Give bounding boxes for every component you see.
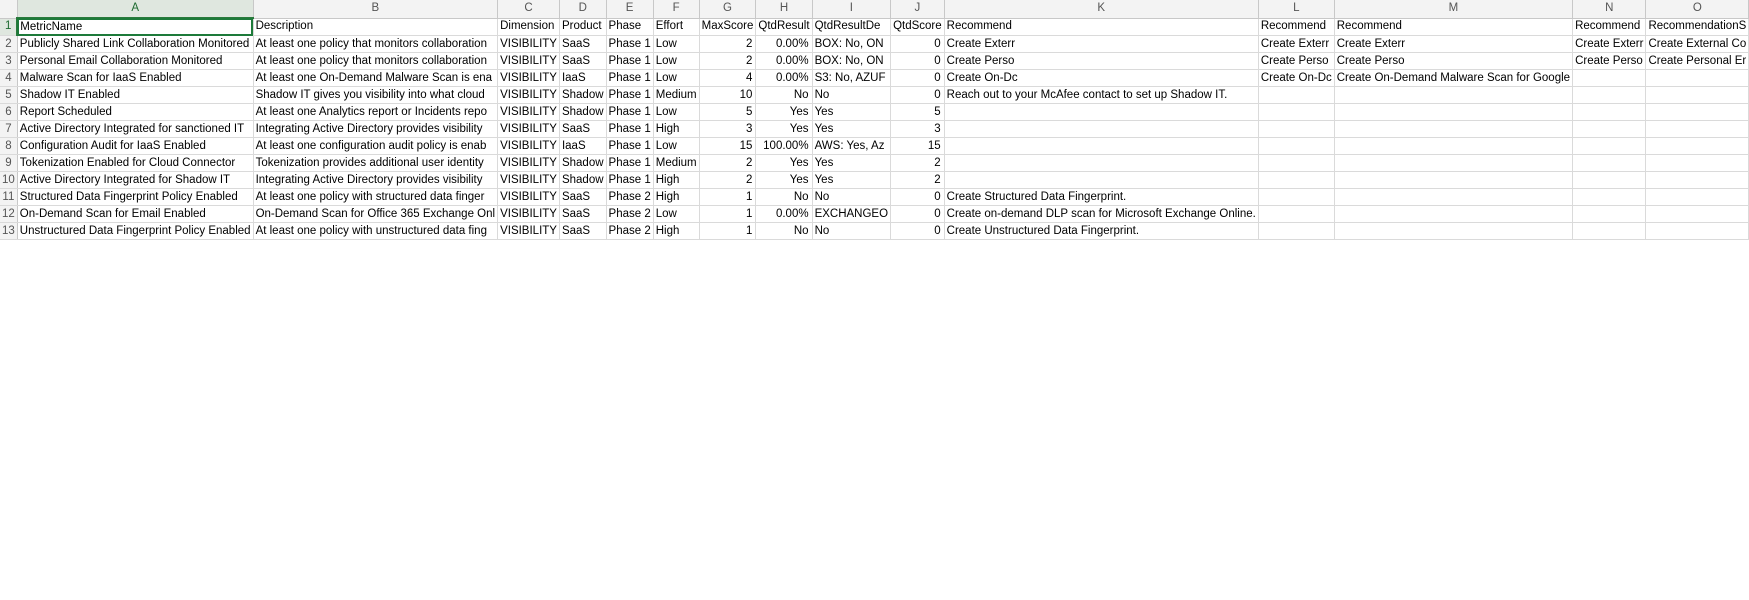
cell-b2[interactable]: At least one policy that monitors collaboration: [253, 36, 498, 53]
cell-n4[interactable]: [1573, 70, 1646, 87]
cell-e4[interactable]: Phase 1: [606, 70, 653, 87]
column-header-l[interactable]: L: [1258, 0, 1334, 18]
cell-k6[interactable]: [944, 104, 1258, 121]
cell-c13[interactable]: VISIBILITY: [498, 223, 560, 240]
column-header-e[interactable]: E: [606, 0, 653, 18]
cell-e12[interactable]: Phase 2: [606, 206, 653, 223]
cell-o12[interactable]: [1646, 206, 1749, 223]
row-header[interactable]: 9: [0, 155, 17, 172]
cell-l4[interactable]: Create On-Dc: [1258, 70, 1334, 87]
cell-k1[interactable]: Recommend: [944, 18, 1258, 36]
cell-k8[interactable]: [944, 138, 1258, 155]
cell-o7[interactable]: [1646, 121, 1749, 138]
cell-d10[interactable]: Shadow: [559, 172, 606, 189]
cell-f10[interactable]: High: [653, 172, 699, 189]
cell-f2[interactable]: Low: [653, 36, 699, 53]
cell-d11[interactable]: SaaS: [559, 189, 606, 206]
cell-j7[interactable]: 3: [891, 121, 945, 138]
cell-l12[interactable]: [1258, 206, 1334, 223]
cell-m13[interactable]: [1334, 223, 1572, 240]
table-row: [0, 87, 1749, 104]
cell-e9[interactable]: Phase 1: [606, 155, 653, 172]
cell-f6[interactable]: Low: [653, 104, 699, 121]
column-header-j[interactable]: J: [891, 0, 945, 18]
column-header-f[interactable]: F: [653, 0, 699, 18]
cell-f3[interactable]: Low: [653, 53, 699, 70]
cell-c6[interactable]: VISIBILITY: [498, 104, 560, 121]
column-header-i[interactable]: I: [812, 0, 891, 18]
cell-g8[interactable]: 15: [699, 138, 756, 155]
cell-a7[interactable]: Active Directory Integrated for sanctioned IT: [17, 121, 253, 138]
cell-h3[interactable]: 0.00%: [756, 53, 812, 70]
cell-o4[interactable]: [1646, 70, 1749, 87]
cell-d1[interactable]: Product: [559, 18, 606, 36]
table-row: [0, 223, 1749, 240]
cell-c11[interactable]: VISIBILITY: [498, 189, 560, 206]
cell-j9[interactable]: 2: [891, 155, 945, 172]
cell-b11[interactable]: At least one policy with structured data finger: [253, 189, 498, 206]
cell-a11[interactable]: Structured Data Fingerprint Policy Enabled: [17, 189, 253, 206]
table-row: [0, 172, 1749, 189]
cell-n7[interactable]: [1573, 121, 1646, 138]
cell-k13[interactable]: Create Unstructured Data Fingerprint.: [944, 223, 1258, 240]
cell-m5[interactable]: [1334, 87, 1572, 104]
cell-k5[interactable]: Reach out to your McAfee contact to set up Shadow IT.: [944, 87, 1258, 104]
cell-l3[interactable]: Create Perso: [1258, 53, 1334, 70]
cell-l8[interactable]: [1258, 138, 1334, 155]
cell-a4[interactable]: Malware Scan for IaaS Enabled: [17, 70, 253, 87]
cell-i12[interactable]: EXCHANGEO: [812, 206, 891, 223]
cell-k9[interactable]: [944, 155, 1258, 172]
cell-i11[interactable]: No: [812, 189, 891, 206]
cell-o13[interactable]: [1646, 223, 1749, 240]
cell-h5[interactable]: No: [756, 87, 812, 104]
cell-m3[interactable]: Create Perso: [1334, 53, 1572, 70]
cell-i4[interactable]: S3: No, AZUF: [812, 70, 891, 87]
cell-h2[interactable]: 0.00%: [756, 36, 812, 53]
cell-m1[interactable]: Recommend: [1334, 18, 1572, 36]
cell-h6[interactable]: Yes: [756, 104, 812, 121]
table-row: [0, 206, 1749, 223]
cell-i2[interactable]: BOX: No, ON: [812, 36, 891, 53]
cell-d7[interactable]: SaaS: [559, 121, 606, 138]
cell-o10[interactable]: [1646, 172, 1749, 189]
cell-l5[interactable]: [1258, 87, 1334, 104]
row-header[interactable]: 2: [0, 36, 17, 53]
cell-d12[interactable]: SaaS: [559, 206, 606, 223]
table-row: [0, 70, 1749, 87]
cell-g7[interactable]: 3: [699, 121, 756, 138]
column-header-n[interactable]: N: [1573, 0, 1646, 18]
cell-k11[interactable]: Create Structured Data Fingerprint.: [944, 189, 1258, 206]
cell-a6[interactable]: Report Scheduled: [17, 104, 253, 121]
cell-g13[interactable]: 1: [699, 223, 756, 240]
cell-a2[interactable]: Publicly Shared Link Collaboration Monitored: [17, 36, 253, 53]
row-header[interactable]: 12: [0, 206, 17, 223]
cell-f12[interactable]: Low: [653, 206, 699, 223]
cell-a13[interactable]: Unstructured Data Fingerprint Policy Enabled: [17, 223, 253, 240]
cell-h10[interactable]: Yes: [756, 172, 812, 189]
cell-f11[interactable]: High: [653, 189, 699, 206]
cell-i13[interactable]: No: [812, 223, 891, 240]
row-header[interactable]: 7: [0, 121, 17, 138]
cell-b8[interactable]: At least one configuration audit policy is enab: [253, 138, 498, 155]
cell-d9[interactable]: Shadow: [559, 155, 606, 172]
cell-e10[interactable]: Phase 1: [606, 172, 653, 189]
column-header-c[interactable]: C: [498, 0, 560, 18]
cell-c5[interactable]: VISIBILITY: [498, 87, 560, 104]
cell-b6[interactable]: At least one Analytics report or Incidents repo: [253, 104, 498, 121]
cell-m4[interactable]: Create On-Demand Malware Scan for Google: [1334, 70, 1572, 87]
cell-o9[interactable]: [1646, 155, 1749, 172]
cell-h7[interactable]: Yes: [756, 121, 812, 138]
column-header-b[interactable]: B: [253, 0, 498, 18]
cell-o2[interactable]: Create External Co: [1646, 36, 1749, 53]
cell-o6[interactable]: [1646, 104, 1749, 121]
cell-h9[interactable]: Yes: [756, 155, 812, 172]
cell-l6[interactable]: [1258, 104, 1334, 121]
table-row: [0, 121, 1749, 138]
cell-k4[interactable]: Create On-Dc: [944, 70, 1258, 87]
cell-n13[interactable]: [1573, 223, 1646, 240]
cell-i5[interactable]: No: [812, 87, 891, 104]
column-header-a[interactable]: A: [17, 0, 253, 18]
cell-j13[interactable]: 0: [891, 223, 945, 240]
cell-n5[interactable]: [1573, 87, 1646, 104]
row-header[interactable]: 8: [0, 138, 17, 155]
cell-i1[interactable]: QtdResultDe: [812, 18, 891, 36]
cell-d2[interactable]: SaaS: [559, 36, 606, 53]
cell-g12[interactable]: 1: [699, 206, 756, 223]
column-header-d[interactable]: D: [559, 0, 606, 18]
cell-e7[interactable]: Phase 1: [606, 121, 653, 138]
sheet-grid: [0, 0, 1749, 240]
cell-g5[interactable]: 10: [699, 87, 756, 104]
cell-i6[interactable]: Yes: [812, 104, 891, 121]
cell-j1[interactable]: QtdScore: [891, 18, 945, 36]
cell-o11[interactable]: [1646, 189, 1749, 206]
cell-c3[interactable]: VISIBILITY: [498, 53, 560, 70]
cell-a1[interactable]: MetricName: [17, 18, 253, 36]
cell-g3[interactable]: 2: [699, 53, 756, 70]
cell-a3[interactable]: Personal Email Collaboration Monitored: [17, 53, 253, 70]
cell-l2[interactable]: Create Exterr: [1258, 36, 1334, 53]
table-row: [0, 18, 1749, 36]
cell-d4[interactable]: IaaS: [559, 70, 606, 87]
cell-b5[interactable]: Shadow IT gives you visibility into what cloud: [253, 87, 498, 104]
cell-j2[interactable]: 0: [891, 36, 945, 53]
cell-b12[interactable]: On-Demand Scan for Office 365 Exchange Onl: [253, 206, 498, 223]
column-header-row: [0, 0, 1749, 18]
cell-m6[interactable]: [1334, 104, 1572, 121]
cell-a9[interactable]: Tokenization Enabled for Cloud Connector: [17, 155, 253, 172]
cell-m7[interactable]: [1334, 121, 1572, 138]
cell-m8[interactable]: [1334, 138, 1572, 155]
table-row: [0, 189, 1749, 206]
cell-e3[interactable]: Phase 1: [606, 53, 653, 70]
cell-m9[interactable]: [1334, 155, 1572, 172]
cell-l13[interactable]: [1258, 223, 1334, 240]
cell-m12[interactable]: [1334, 206, 1572, 223]
cell-b10[interactable]: Integrating Active Directory provides visibility: [253, 172, 498, 189]
table-row: [0, 36, 1749, 53]
cell-d3[interactable]: SaaS: [559, 53, 606, 70]
cell-f7[interactable]: High: [653, 121, 699, 138]
row-header[interactable]: 3: [0, 53, 17, 70]
column-header-k[interactable]: K: [944, 0, 1258, 18]
cell-c1[interactable]: Dimension: [498, 18, 560, 36]
cell-e5[interactable]: Phase 1: [606, 87, 653, 104]
cell-g6[interactable]: 5: [699, 104, 756, 121]
cell-g10[interactable]: 2: [699, 172, 756, 189]
cell-j8[interactable]: 15: [891, 138, 945, 155]
cell-k12[interactable]: Create on-demand DLP scan for Microsoft Exchange Online.: [944, 206, 1258, 223]
cell-c7[interactable]: VISIBILITY: [498, 121, 560, 138]
cell-a8[interactable]: Configuration Audit for IaaS Enabled: [17, 138, 253, 155]
cell-e6[interactable]: Phase 1: [606, 104, 653, 121]
cell-l9[interactable]: [1258, 155, 1334, 172]
cell-b7[interactable]: Integrating Active Directory provides visibility: [253, 121, 498, 138]
row-header[interactable]: 5: [0, 87, 17, 104]
cell-n3[interactable]: Create Perso: [1573, 53, 1646, 70]
cell-c8[interactable]: VISIBILITY: [498, 138, 560, 155]
cell-j3[interactable]: 0: [891, 53, 945, 70]
cell-e1[interactable]: Phase: [606, 18, 653, 36]
cell-o5[interactable]: [1646, 87, 1749, 104]
row-header[interactable]: 1: [0, 18, 17, 36]
cell-i9[interactable]: Yes: [812, 155, 891, 172]
cell-g9[interactable]: 2: [699, 155, 756, 172]
cell-l7[interactable]: [1258, 121, 1334, 138]
cell-i7[interactable]: Yes: [812, 121, 891, 138]
column-header-h[interactable]: H: [756, 0, 812, 18]
cell-d8[interactable]: IaaS: [559, 138, 606, 155]
cell-k2[interactable]: Create Exterr: [944, 36, 1258, 53]
cell-g11[interactable]: 1: [699, 189, 756, 206]
cell-g4[interactable]: 4: [699, 70, 756, 87]
cell-m11[interactable]: [1334, 189, 1572, 206]
cell-c12[interactable]: VISIBILITY: [498, 206, 560, 223]
row-header[interactable]: 6: [0, 104, 17, 121]
cell-b9[interactable]: Tokenization provides additional user identity: [253, 155, 498, 172]
cell-n12[interactable]: [1573, 206, 1646, 223]
cell-g2[interactable]: 2: [699, 36, 756, 53]
cell-j10[interactable]: 2: [891, 172, 945, 189]
cell-f13[interactable]: High: [653, 223, 699, 240]
cell-n6[interactable]: [1573, 104, 1646, 121]
row-header[interactable]: 13: [0, 223, 17, 240]
cell-c2[interactable]: VISIBILITY: [498, 36, 560, 53]
cell-j11[interactable]: 0: [891, 189, 945, 206]
cell-l10[interactable]: [1258, 172, 1334, 189]
cell-b1[interactable]: Description: [253, 18, 498, 36]
cell-h13[interactable]: No: [756, 223, 812, 240]
cell-b13[interactable]: At least one policy with unstructured data fing: [253, 223, 498, 240]
cell-h1[interactable]: QtdResult: [756, 18, 812, 36]
cell-c4[interactable]: VISIBILITY: [498, 70, 560, 87]
cell-i8[interactable]: AWS: Yes, Az: [812, 138, 891, 155]
cell-e2[interactable]: Phase 1: [606, 36, 653, 53]
cell-n10[interactable]: [1573, 172, 1646, 189]
cell-k3[interactable]: Create Perso: [944, 53, 1258, 70]
cell-h11[interactable]: No: [756, 189, 812, 206]
cell-m2[interactable]: Create Exterr: [1334, 36, 1572, 53]
cell-e13[interactable]: Phase 2: [606, 223, 653, 240]
cell-d6[interactable]: Shadow: [559, 104, 606, 121]
table-row: [0, 104, 1749, 121]
cell-b3[interactable]: At least one policy that monitors collaboration: [253, 53, 498, 70]
cell-b4[interactable]: At least one On-Demand Malware Scan is ena: [253, 70, 498, 87]
cell-c9[interactable]: VISIBILITY: [498, 155, 560, 172]
cell-o1[interactable]: RecommendationS: [1646, 18, 1749, 36]
cell-f9[interactable]: Medium: [653, 155, 699, 172]
column-header-m[interactable]: M: [1334, 0, 1572, 18]
cell-n9[interactable]: [1573, 155, 1646, 172]
table-row: [0, 155, 1749, 172]
row-header[interactable]: 4: [0, 70, 17, 87]
cell-j5[interactable]: 0: [891, 87, 945, 104]
cell-e8[interactable]: Phase 1: [606, 138, 653, 155]
cell-c10[interactable]: VISIBILITY: [498, 172, 560, 189]
cell-d5[interactable]: Shadow: [559, 87, 606, 104]
cell-d13[interactable]: SaaS: [559, 223, 606, 240]
cell-f5[interactable]: Medium: [653, 87, 699, 104]
cell-a12[interactable]: On-Demand Scan for Email Enabled: [17, 206, 253, 223]
cell-f4[interactable]: Low: [653, 70, 699, 87]
cell-h4[interactable]: 0.00%: [756, 70, 812, 87]
cell-j6[interactable]: 5: [891, 104, 945, 121]
cell-l11[interactable]: [1258, 189, 1334, 206]
table-row: [0, 138, 1749, 155]
cell-n1[interactable]: Recommend: [1573, 18, 1646, 36]
cell-j12[interactable]: 0: [891, 206, 945, 223]
cell-e11[interactable]: Phase 2: [606, 189, 653, 206]
cell-n2[interactable]: Create Exterr: [1573, 36, 1646, 53]
column-header-o[interactable]: O: [1646, 0, 1749, 18]
cell-k10[interactable]: [944, 172, 1258, 189]
cell-l1[interactable]: Recommend: [1258, 18, 1334, 36]
cell-i10[interactable]: Yes: [812, 172, 891, 189]
cell-k7[interactable]: [944, 121, 1258, 138]
row-header[interactable]: 10: [0, 172, 17, 189]
cell-h8[interactable]: 100.00%: [756, 138, 812, 155]
cell-n11[interactable]: [1573, 189, 1646, 206]
cell-n8[interactable]: [1573, 138, 1646, 155]
cell-f8[interactable]: Low: [653, 138, 699, 155]
cell-a5[interactable]: Shadow IT Enabled: [17, 87, 253, 104]
cell-f1[interactable]: Effort: [653, 18, 699, 36]
select-all-corner[interactable]: [0, 0, 17, 18]
row-header[interactable]: 11: [0, 189, 17, 206]
cell-o8[interactable]: [1646, 138, 1749, 155]
cell-j4[interactable]: 0: [891, 70, 945, 87]
table-row: [0, 53, 1749, 70]
column-header-g[interactable]: G: [699, 0, 756, 18]
cell-o3[interactable]: Create Personal Er: [1646, 53, 1749, 70]
cell-i3[interactable]: BOX: No, ON: [812, 53, 891, 70]
cell-h12[interactable]: 0.00%: [756, 206, 812, 223]
cell-m10[interactable]: [1334, 172, 1572, 189]
cell-g1[interactable]: MaxScore: [699, 18, 756, 36]
cell-a10[interactable]: Active Directory Integrated for Shadow IT: [17, 172, 253, 189]
